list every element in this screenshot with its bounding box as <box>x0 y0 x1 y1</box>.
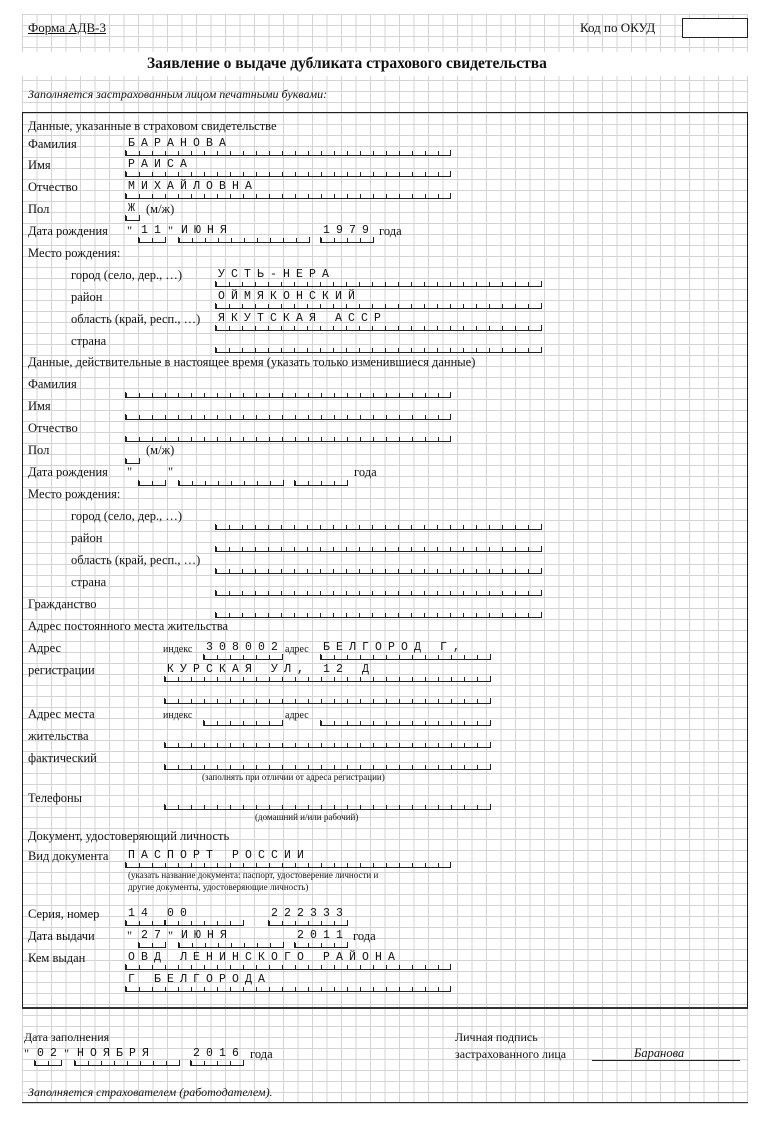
signature-line[interactable] <box>592 1060 740 1061</box>
issued-by-label: Кем выдан <box>28 951 86 965</box>
birth-day-comb <box>138 237 166 243</box>
page-title: Заявление о выдаче дубликата страхового свидетельства <box>147 55 547 72</box>
certificate-section-title: Данные, указанные в страховом свидетельстве <box>28 119 277 133</box>
phones-label: Телефоны <box>28 791 83 805</box>
phones-hint: (домашний и/или рабочий) <box>255 812 359 822</box>
issued-by-comb-1 <box>125 964 451 970</box>
current-patronymic-field[interactable] <box>125 436 451 442</box>
current-birth-month-field[interactable] <box>178 480 284 486</box>
surname-comb <box>125 150 451 156</box>
birth-day-field[interactable]: 11 <box>141 224 168 237</box>
fill-year-comb <box>190 1060 244 1066</box>
birth-year-field[interactable]: 1979 <box>323 224 376 237</box>
name-label: Имя <box>28 158 51 172</box>
series-b-comb <box>164 920 244 926</box>
fact-address-label: адрес <box>285 710 309 721</box>
okud-field[interactable] <box>682 18 748 38</box>
fact-label-3: фактический <box>28 751 97 765</box>
issue-day-comb <box>138 942 166 948</box>
current-quote-open: " <box>127 465 133 479</box>
country-comb <box>215 347 542 353</box>
reg-index-field[interactable]: 308002 <box>206 641 285 654</box>
sex-field[interactable]: Ж <box>128 202 142 215</box>
fill-year-word: года <box>250 1047 273 1061</box>
name-field[interactable]: РАИСА <box>128 158 194 171</box>
fact-index-field[interactable] <box>203 720 283 726</box>
current-city-field[interactable] <box>215 524 542 530</box>
number-comb <box>268 920 348 926</box>
fill-day-comb <box>34 1060 62 1066</box>
sex-comb <box>125 215 140 221</box>
series-b-field[interactable]: 00 <box>167 907 194 920</box>
surname-label: Фамилия <box>28 137 77 151</box>
citizenship-label: Гражданство <box>28 597 97 611</box>
city-label: город (село, дер., …) <box>71 268 183 282</box>
bottom-rule <box>22 1102 748 1103</box>
patronymic-field[interactable]: МИХАЙЛОВНА <box>128 180 259 193</box>
reg-address-line2[interactable]: КУРСКАЯ УЛ, 12 Д <box>167 663 376 676</box>
fill-month-comb <box>74 1060 180 1066</box>
fill-year-field[interactable]: 2016 <box>193 1047 246 1060</box>
fact-address-line1[interactable] <box>320 720 491 726</box>
series-a-field[interactable]: 14 <box>128 907 155 920</box>
current-birth-label: Дата рождения <box>28 465 108 479</box>
current-district-label: район <box>71 531 103 545</box>
current-sex-hint: (м/ж) <box>146 443 175 457</box>
region-comb <box>215 325 542 331</box>
current-name-field[interactable] <box>125 414 451 420</box>
current-patronymic-label: Отчество <box>28 421 78 435</box>
birthplace-label: Место рождения: <box>28 246 121 260</box>
current-quote-close: " <box>168 465 174 479</box>
country-label: страна <box>71 334 107 348</box>
current-sex-field[interactable] <box>125 458 140 464</box>
city-comb <box>215 281 542 287</box>
citizenship-field[interactable] <box>215 612 542 618</box>
birth-date-label: Дата рождения <box>28 224 108 238</box>
birth-month-comb <box>178 237 310 243</box>
address-section-title: Адрес постоянного места жительства <box>28 619 229 633</box>
district-comb <box>215 303 542 309</box>
reg-label-2: регистрации <box>28 663 95 677</box>
current-name-label: Имя <box>28 399 51 413</box>
doc-type-label: Вид документа <box>28 849 109 863</box>
fill-date-label: Дата заполнения <box>24 1030 110 1044</box>
current-city-label: город (село, дер., …) <box>71 509 183 523</box>
doc-type-hint-2: другие документы, удостоверяющие личность) <box>128 882 309 892</box>
birth-year-comb <box>320 237 374 243</box>
fill-quote-close: " <box>64 1047 70 1061</box>
current-sex-label: Пол <box>28 443 50 457</box>
series-a-comb <box>125 920 166 926</box>
surname-field[interactable]: БАРАНОВА <box>128 137 233 150</box>
region-label: область (край, респ., …) <box>71 312 201 326</box>
doc-type-hint-1: (указать название документа: паспорт, удостоверение личности и <box>128 870 379 880</box>
region-field[interactable]: ЯКУТСКАЯ АССР <box>218 312 388 325</box>
issue-year-field[interactable]: 2011 <box>297 929 350 942</box>
current-country-field[interactable] <box>215 590 542 596</box>
current-birth-day-field[interactable] <box>138 480 166 486</box>
issue-day-field[interactable]: 27 <box>141 929 168 942</box>
series-label: Серия, номер <box>28 907 100 921</box>
current-surname-field[interactable] <box>125 392 451 398</box>
current-district-field[interactable] <box>215 546 542 552</box>
current-region-field[interactable] <box>215 568 542 574</box>
issue-date-label: Дата выдачи <box>28 929 95 943</box>
okud-label: Код по ОКУД <box>580 20 656 35</box>
issue-year-comb <box>294 942 348 948</box>
instruction-text: Заполняется застрахованным лицом печатными буквами: <box>28 87 328 101</box>
form-name: Форма АДВ-3 <box>28 20 106 35</box>
reg-index-comb <box>203 654 283 660</box>
current-surname-label: Фамилия <box>28 377 77 391</box>
reg-address-label: адрес <box>285 644 309 655</box>
district-label: район <box>71 290 103 304</box>
fact-label-1: Адрес места <box>28 707 95 721</box>
patronymic-label: Отчество <box>28 180 78 194</box>
issue-month-comb <box>178 942 284 948</box>
reg-address-line3[interactable] <box>164 698 491 704</box>
current-birthplace-label: Место рождения: <box>28 487 121 501</box>
reg-index-label: индекс <box>163 644 193 655</box>
employer-note: Заполняется страхователем (работодателем). <box>28 1085 273 1099</box>
year-word: года <box>379 224 402 238</box>
sex-hint: (м/ж) <box>146 202 175 216</box>
district-field[interactable]: ОЙМЯКОНСКИЙ <box>218 290 362 303</box>
issue-month-field[interactable]: ИЮНЯ <box>181 929 234 942</box>
current-year-word: года <box>354 465 377 479</box>
reg-address-line1[interactable]: БЕЛГОРОД Г, <box>323 641 467 654</box>
signature-label-1: Личная подпись <box>455 1030 538 1044</box>
issue-year-word: года <box>353 929 376 943</box>
sex-label: Пол <box>28 202 50 216</box>
document-section-title: Документ, удостоверяющий личность <box>28 829 230 843</box>
fact-label-2: жительства <box>28 729 89 743</box>
quote-open: " <box>127 224 133 238</box>
current-country-label: страна <box>71 575 107 589</box>
city-field[interactable]: УСТЬ-НЕРА <box>218 268 336 281</box>
name-comb <box>125 171 451 177</box>
fact-index-label: индекс <box>163 710 193 721</box>
issued-by-comb-2 <box>125 986 451 992</box>
fact-hint: (заполнять при отличии от адреса регистрации) <box>202 772 385 782</box>
quote-close: " <box>168 224 174 238</box>
issued-by-line2[interactable]: Г БЕЛГОРОДА <box>128 973 272 986</box>
issue-quote-close: " <box>168 929 174 943</box>
signature: Баранова <box>634 1046 685 1060</box>
current-section-title: Данные, действительные в настоящее время (указать только изменившиеся данные) <box>28 355 476 369</box>
current-birth-year-field[interactable] <box>294 480 348 486</box>
birth-month-field[interactable]: ИЮНЯ <box>181 224 234 237</box>
signature-label-2: застрахованного лица <box>455 1047 567 1061</box>
issued-by-line1[interactable]: ОВД ЛЕНИНСКОГО РАЙОНА <box>128 951 402 964</box>
reg-line1-comb <box>320 654 491 660</box>
patronymic-comb <box>125 193 451 199</box>
reg-label-1: Адрес <box>28 641 62 655</box>
fill-day-field[interactable]: 02 <box>37 1047 64 1060</box>
issue-quote-open: " <box>127 929 133 943</box>
doc-type-field[interactable]: ПАСПОРТ РОССИИ <box>128 849 311 862</box>
number-field[interactable]: 222333 <box>271 907 350 920</box>
fill-quote-open: " <box>24 1047 30 1061</box>
reg-line2-comb <box>164 676 491 682</box>
fact-address-line2[interactable] <box>164 742 491 748</box>
current-region-label: область (край, респ., …) <box>71 553 201 567</box>
fill-month-field[interactable]: НОЯБРЯ <box>77 1047 156 1060</box>
